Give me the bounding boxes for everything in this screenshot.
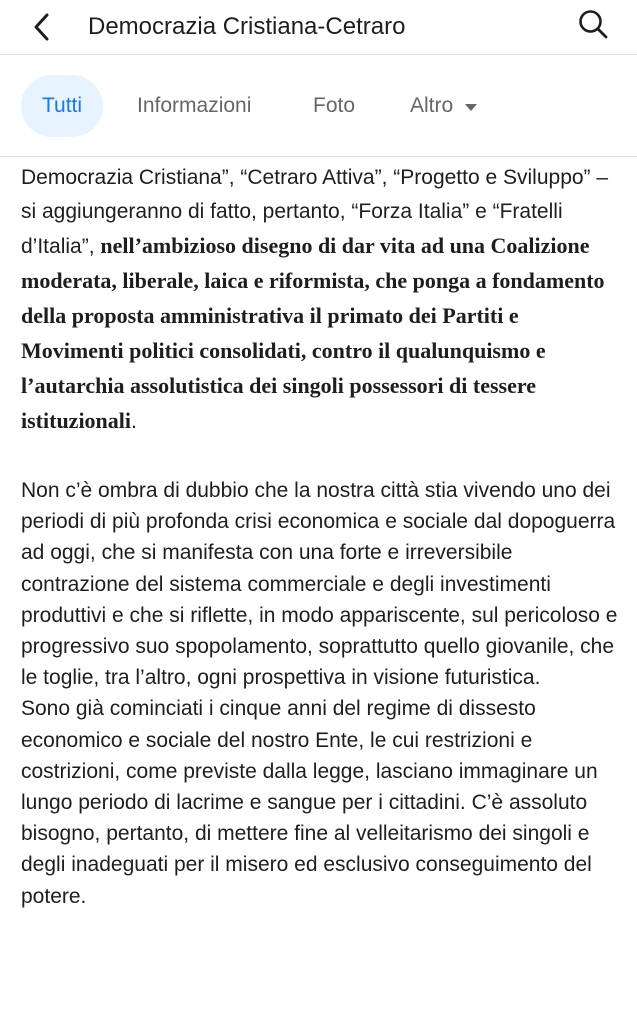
tab-info[interactable]: Informazioni xyxy=(137,94,252,117)
tab-more-label: Altro xyxy=(410,94,454,117)
search-icon xyxy=(577,8,609,40)
caret-down-icon xyxy=(465,104,477,111)
header-divider xyxy=(0,54,637,55)
post-paragraph-3: Sono già cominciati i cinque anni del regime di dissesto economico e sociale del nostro Ente, le cui restrizioni e costrizioni, come previste dalla legge, lasciano immaginare un lungo periodo di lacrime e sangue per i cittadini. C’è assoluto bisogno, pertanto, di mettere fine al velleitarismo dei singoli e degli inadeguati per il misero ed esclusivo conseguimento del potere. xyxy=(21,697,598,908)
post-content xyxy=(21,161,621,912)
search-button[interactable] xyxy=(575,6,611,42)
paragraph-1-bold-text: nell’ambizioso disegno di dar vita ad una Coalizione moderata, liberale, laica e riformista, che ponga a fondamento della proposta amministrativa il primato dei Partiti e Movimenti politici consolidati, contro il qualunquismo e l’autarchia assolutistica dei singoli possessori di tessere istituzionali xyxy=(21,233,605,433)
post-paragraph-1 xyxy=(21,161,621,439)
paragraph-1-end: . xyxy=(131,410,137,433)
tab-bar xyxy=(0,75,637,137)
tab-more[interactable] xyxy=(410,75,477,137)
post-paragraph-2: Non c’è ombra di dubbio che la nostra città stia vivendo uno dei periodi di più profonda crisi economica e sociale dal dopoguerra ad oggi, che si manifesta con una forte e irreversibile contrazione del sistema commerciale e degli investimenti produttivi e che si riflette, in modo appariscente, sul pericoloso e progressivo suo spopolamento, soprattutto quello giovanile, che le toglie, tra l’altro, ogni prospettiva in visione futuristica. xyxy=(21,479,618,690)
chevron-left-icon xyxy=(32,12,52,42)
page-title: Democrazia Cristiana-Cetraro xyxy=(88,12,406,40)
back-button[interactable] xyxy=(24,9,60,45)
tab-photos[interactable]: Foto xyxy=(313,94,356,117)
tab-all[interactable]: Tutti xyxy=(21,75,103,137)
tabs-divider xyxy=(0,156,637,157)
page-header xyxy=(0,0,637,53)
paragraph-1-text: Democrazia Cristiana”, “Cetraro Attiva”, “Progetto e Sviluppo” – si aggiungeranno di fatto, pertanto, “Forza Italia” e “Fratelli d’Italia”, xyxy=(21,166,609,258)
